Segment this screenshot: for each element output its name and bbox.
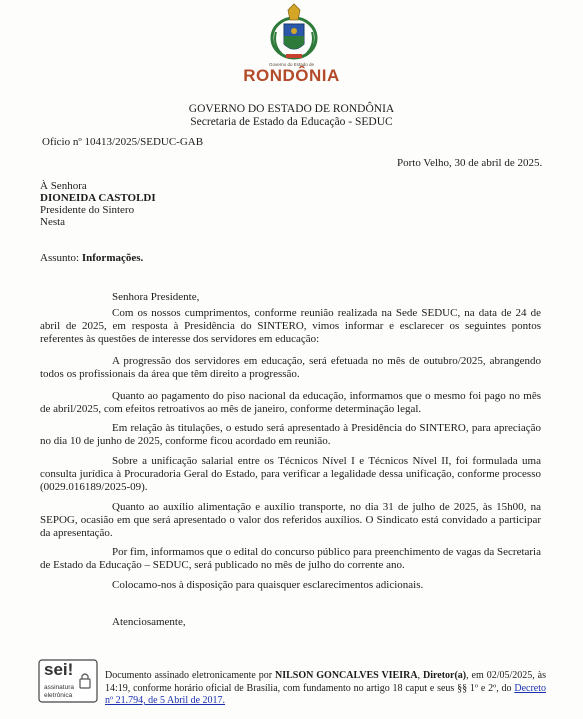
- paragraph-4: Em relação às titulações, o estudo será apresentado à Presidência do SINTERO, para apreciação no dia 10 de junho de 2025, conforme ficou acordado em reunião.: [40, 422, 541, 448]
- closing: Atenciosamente,: [112, 616, 186, 628]
- sei-badge-word: sei!: [44, 660, 74, 679]
- paragraph-6: Quanto ao auxílio alimentação e auxílio transporte, no dia 31 de julho de 2025, às 15h00, na SEPOG, ocasião em que será apresentado o valor dos referidos auxílios. O Sindicato está convidado a participar da apresentação.: [40, 501, 541, 540]
- greeting: Senhora Presidente,: [112, 291, 200, 303]
- logo-small-text: Governo do Estado de: [268, 62, 315, 67]
- signature-text: [105, 670, 546, 708]
- subject-label: Assunto:: [40, 252, 80, 264]
- signature-text-mid: , em 02/05/2025, às 14:19, conforme horário oficial de Brasília, com fundamento no artigo 18 caput e seus §§ 1º e 2º, do: [105, 670, 547, 694]
- sei-badge-sub2: eletrônica: [44, 692, 73, 699]
- place-date: Porto Velho, 30 de abril de 2025.: [397, 157, 543, 169]
- paragraph-2: A progressão dos servidores em educação, será efetuada no mês de outubro/2025, abrangendo todos os profissionais da área que têm direito a progressão.: [40, 355, 541, 381]
- recipient-location: Nesta: [40, 216, 66, 228]
- header-secretariat: Secretaria de Estado da Educação - SEDUC: [190, 116, 393, 128]
- paragraph-7: Por fim, informamos que o edital do concurso público para preenchimento de vagas da Secretaria de Estado da Educação – SEDUC, será publicado no mês de julho do corrente ano.: [40, 546, 541, 572]
- header-government: GOVERNO DO ESTADO DE RONDÔNIA: [188, 103, 395, 115]
- paragraph-1: Com os nossos cumprimentos, conforme reunião realizada na Sede SEDUC, na data de 24 de abril de 2025, em resposta à Presidência do SINTERO, vimos informar e esclarecer os seguintes pontos referentes às questões de interesse dos servidores em educação:: [40, 307, 541, 346]
- decree-link[interactable]: Decreto nº 21.794, de 5 Abril de 2017.: [105, 682, 546, 706]
- signer-role: Diretor(a): [423, 670, 467, 681]
- paragraph-3: Quanto ao pagamento do piso nacional da educação, informamos que o mesmo foi pago no mês de abril/2025, com efeitos retroativos ao mês de janeiro, conforme determinação legal.: [40, 390, 541, 416]
- rondonia-coat-of-arms-icon: [262, 2, 326, 64]
- sei-signature-badge: [38, 659, 98, 703]
- oficio-number: Ofício nº 10413/2025/SEDUC-GAB: [42, 136, 204, 148]
- recipient-role: Presidente do Sintero: [40, 204, 135, 216]
- paragraph-5: Sobre a unificação salarial entre os Técnicos Nível I e Técnicos Nível II, foi formulada uma consulta jurídica à Procuradoria Geral do Estado, para verificar a legalidade dessa unificação, conforme processo (0029.016189/2025-09).: [40, 455, 541, 494]
- signer-separator: ,: [417, 670, 423, 681]
- recipient-salutation: À Senhora: [40, 180, 87, 192]
- signature-text-start: Documento assinado eletronicamente por: [105, 670, 273, 681]
- sei-badge-sub1: assinatura: [44, 684, 74, 691]
- logo-wordmark: RONDÔNIA: [243, 66, 340, 85]
- recipient-name: DIONEIDA CASTOLDI: [40, 192, 156, 204]
- paragraph-8: Colocamo-nos à disposição para quaisquer esclarecimentos adicionais.: [112, 579, 424, 591]
- subject-line: [40, 252, 143, 265]
- subject-value: Informações.: [81, 252, 144, 264]
- signer-name: NILSON GONCALVES VIEIRA: [275, 670, 418, 681]
